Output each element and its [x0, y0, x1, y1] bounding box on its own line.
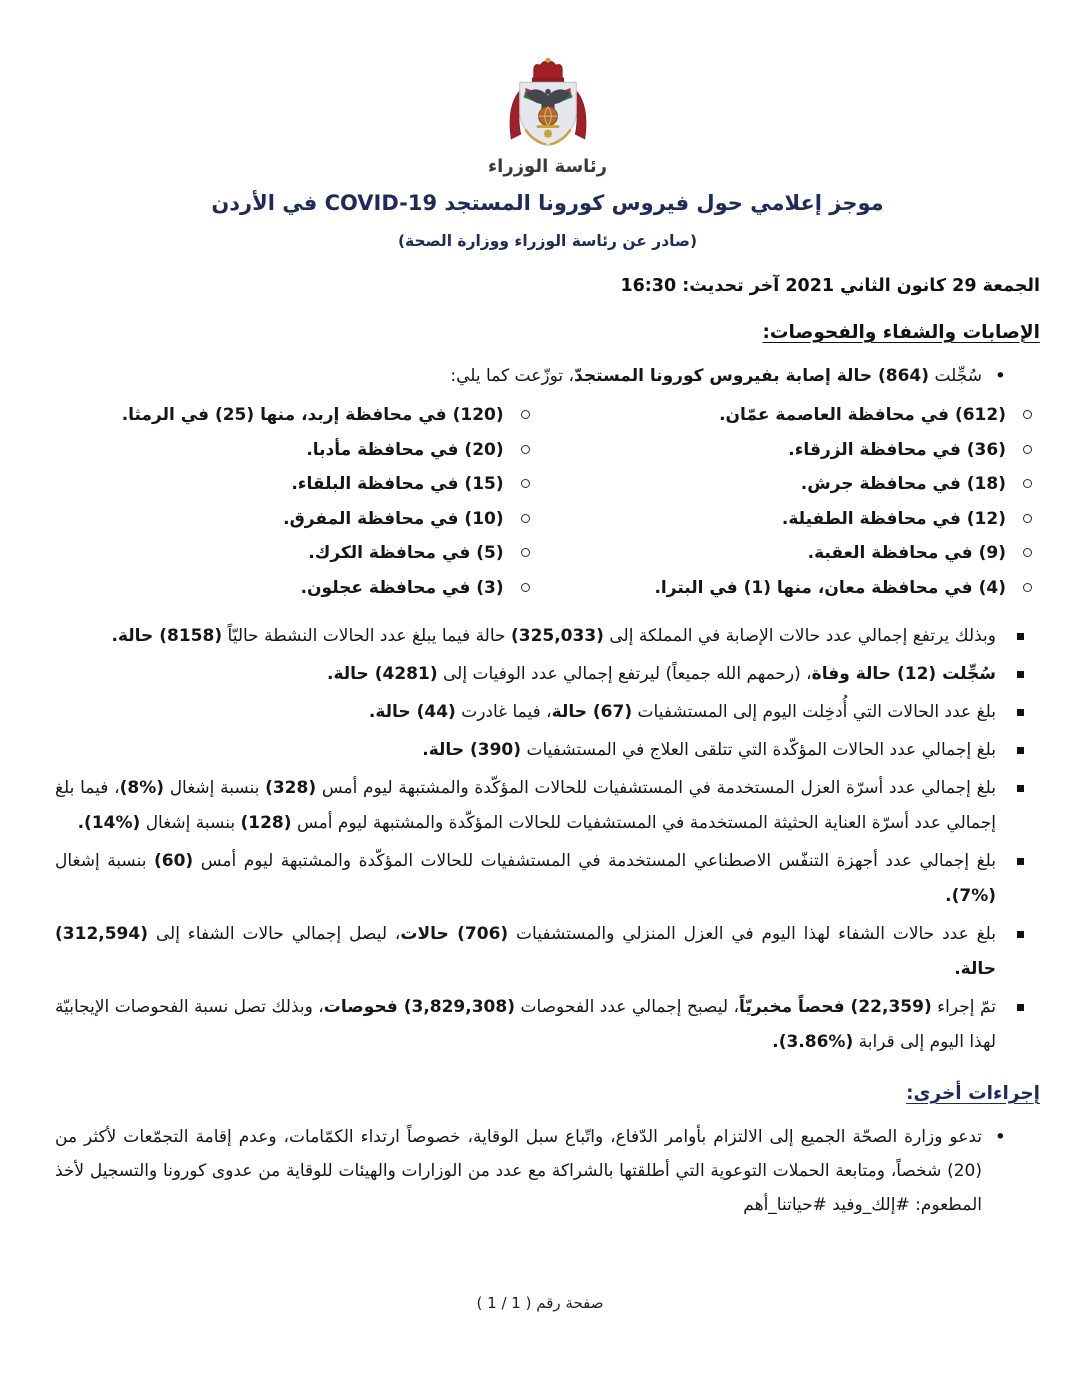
- header-crest: [55, 54, 1040, 179]
- circle-bullet-icon: [1023, 548, 1032, 557]
- governorate-item-text: (4) في محافظة معان، منها (1) في البترا.: [654, 577, 1006, 598]
- section-heading-cases: [55, 319, 1040, 347]
- square-bullet-icon: [1017, 633, 1024, 640]
- governorate-item-text: (9) في محافظة العقبة.: [807, 543, 1006, 563]
- governorate-item: [55, 398, 538, 433]
- section-heading-other-measures: [55, 1080, 1040, 1108]
- other-measures-list: [55, 1120, 1040, 1222]
- governorate-item-text: (3) في محافظة عجلون.: [300, 577, 504, 598]
- governorate-item-text: (120) في محافظة إربد، منها (25) في الرمثا.: [121, 405, 504, 425]
- square-bullet-icon: [1017, 931, 1024, 938]
- section-heading-other-text: إجراءات أخرى:: [906, 1083, 1040, 1104]
- circle-bullet-icon: [521, 445, 530, 454]
- governorate-column-left: [55, 398, 538, 605]
- governorate-item: [538, 536, 1040, 571]
- governorate-item-text: (612) في محافظة العاصمة عمّان.: [719, 405, 1006, 425]
- jordan-coat-of-arms-icon: [482, 54, 614, 153]
- circle-bullet-icon: [1023, 583, 1032, 592]
- intro-bullet: [55, 359, 1040, 393]
- circle-bullet-icon: [521, 548, 530, 557]
- round-bullet-icon: •: [994, 365, 1006, 387]
- stat-bullet-text: بلغ إجمالي عدد أسرّة العزل المستخدمة في المستشفيات للحالات المؤكّدة والمشتبهة ليوم أمس (328) بنسبة إشغال (%8)، فيما بلغ إجمالي عدد أسرّة العناية الحثيثة المستخدمة في المستشفيات للحالات المؤكّدة والمشتبهة ليوم أمس (128) بنسبة إشغال (%14).: [55, 778, 996, 833]
- governorate-item: [55, 433, 538, 468]
- advice-bullet-text: تدعو وزارة الصحّة الجميع إلى الالتزام بأوامر الدّفاع، واتّباع سبل الوقاية، خصوصاً ارتداء الكمّامات، وعدم إقامة التجمّعات لأكثر من (20) شخصاً، ومتابعة الحملات التوعوية التي أطلقتها بالشراكة مع عدد من الوزارات والهيئات للوقاية من عدوى كورونا والتسجيل لأخذ المطعوم: #إلك_وفيد #حياتنا_أهم: [55, 1127, 982, 1215]
- governorate-item: [538, 467, 1040, 502]
- stat-bullet-text: بلغ إجمالي عدد أجهزة التنفّس الاصطناعي المستخدمة في المستشفيات للحالات المؤكّدة والمشتبهة ليوم أمس (60) بنسبة إشغال (%7).: [55, 851, 997, 906]
- circle-bullet-icon: [1023, 445, 1032, 454]
- document-subtitle: (صادر عن رئاسة الوزراء ووزارة الصحة): [397, 232, 698, 250]
- section-heading-cases-text: الإصابات والشفاء والفحوصات:: [762, 322, 1040, 343]
- stat-bullet-text: سُجِّلت (12) حالة وفاة، (رحمهم الله جميعاً) ليرتفع إجمالي عدد الوفيات إلى (4281) حالة.: [327, 664, 996, 684]
- stat-bullet-isolation-icu-beds: [55, 771, 1040, 841]
- governorate-list: [55, 398, 1040, 605]
- document-title: موجز إعلامي حول فيروس كورونا المستجد COVID-19 في الأردن: [211, 191, 884, 215]
- stat-bullet-hospitalized-confirmed: [55, 733, 1040, 768]
- circle-bullet-icon: [521, 410, 530, 419]
- crest-caption: رئاسة الوزراء: [487, 156, 608, 177]
- advice-bullet: [55, 1120, 1040, 1222]
- circle-bullet-icon: [521, 514, 530, 523]
- stat-bullet-deaths: [55, 657, 1040, 692]
- governorate-item: [55, 502, 538, 537]
- page-number: صفحة رقم ( 1 / 1 ): [476, 1294, 604, 1312]
- governorate-item: [538, 433, 1040, 468]
- stat-bullet-text: وبذلك يرتفع إجمالي عدد حالات الإصابة في المملكة إلى (325,033) حالة فيما يبلغ عدد الحالات النشطة حاليّاً (8158) حالة.: [111, 626, 996, 646]
- square-bullet-icon: [1017, 858, 1024, 865]
- stat-bullet-text: بلغ إجمالي عدد الحالات المؤكّدة التي تتلقى العلاج في المستشفيات (390) حالة.: [422, 740, 996, 760]
- stat-bullet-ventilators: [55, 844, 1040, 914]
- governorate-item: [55, 467, 538, 502]
- square-bullet-icon: [1017, 785, 1024, 792]
- intro-bullet-list: [55, 359, 1040, 393]
- governorate-item-text: (36) في محافظة الزرقاء.: [788, 439, 1006, 460]
- stat-bullet-text: تمّ إجراء (22,359) فحصاً مخبريّاً، ليصبح إجمالي عدد الفحوصات (3,829,308) فحوصات، وبذلك تصل نسبة الفحوصات الإيجابيّة لهذا اليوم إلى قرابة (%3.86).: [55, 997, 997, 1052]
- stat-bullet-hospital-admissions: [55, 695, 1040, 730]
- governorate-item: [538, 571, 1040, 606]
- stat-bullet-text: بلغ عدد حالات الشفاء لهذا اليوم في العزل المنزلي والمستشفيات (706) حالات، ليصل إجمالي حالات الشفاء إلى (312,594) حالة.: [55, 924, 996, 979]
- round-bullet-icon: •: [994, 1126, 1006, 1148]
- intro-bullet-text: سُجِّلت (864) حالة إصابة بفيروس كورونا المستجدّ، توزّعت كما يلي:: [450, 366, 982, 386]
- stat-bullet-total-cases: [55, 619, 1040, 654]
- circle-bullet-icon: [521, 479, 530, 488]
- square-bullet-icon: [1017, 1004, 1024, 1011]
- governorate-item-text: (12) في محافظة الطفيلة.: [781, 508, 1006, 529]
- governorate-item-text: (15) في محافظة البلقاء.: [291, 474, 504, 494]
- square-bullet-icon: [1017, 671, 1024, 678]
- stat-bullet-recoveries: [55, 917, 1040, 987]
- date-line: الجمعة 29 كانون الثاني 2021 آخر تحديث: 16:30: [620, 276, 1040, 296]
- stat-bullet-tests: [55, 990, 1040, 1060]
- square-bullet-icon: [1017, 709, 1024, 716]
- square-bullet-icon: [1017, 747, 1024, 754]
- circle-bullet-icon: [1023, 410, 1032, 419]
- governorate-item: [538, 398, 1040, 433]
- statistics-bullet-list: [55, 619, 1040, 1060]
- governorate-item-text: (10) في محافظة المفرق.: [283, 508, 504, 529]
- stat-bullet-text: بلغ عدد الحالات التي أُدخِلت اليوم إلى المستشفيات (67) حالة، فيما غادرت (44) حالة.: [368, 702, 996, 722]
- governorate-item: [538, 502, 1040, 537]
- governorate-item-text: (5) في محافظة الكرك.: [308, 543, 504, 563]
- governorate-item: [55, 536, 538, 571]
- governorate-item-text: (20) في محافظة مأدبا.: [306, 439, 504, 460]
- circle-bullet-icon: [1023, 479, 1032, 488]
- governorate-item: [55, 571, 538, 606]
- circle-bullet-icon: [1023, 514, 1032, 523]
- governorate-item-text: (18) في محافظة جرش.: [800, 474, 1006, 494]
- circle-bullet-icon: [521, 583, 530, 592]
- governorate-column-right: [538, 398, 1040, 605]
